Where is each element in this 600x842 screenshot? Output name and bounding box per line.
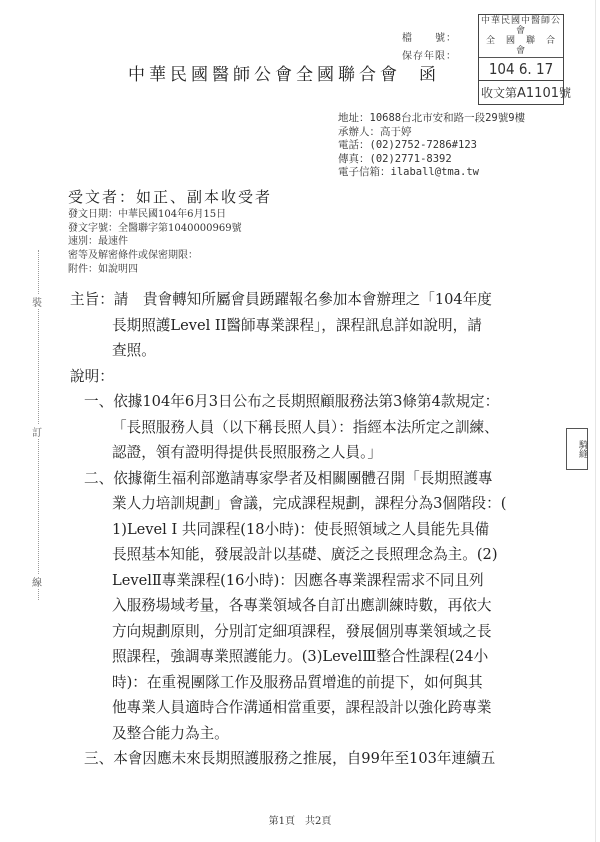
item-line: 認證，領有證明得提供長照服務之人員。」 [112, 444, 382, 461]
stamp-received-number: A1101 [517, 86, 559, 101]
binding-char-zhuang: 裝 [32, 294, 42, 309]
document-number: 發文字號：全醫聯字第1040000969號 [68, 222, 242, 234]
stamp-org [479, 15, 567, 58]
retention-label: 保存年限： [402, 51, 457, 62]
item-line: 二、依據衛生福利部邀請專家學者及相關團體召開「長期照護專 [84, 469, 493, 487]
subject-line: 主旨：請 貴會轉知所屬會員踴躍報名參加本會辦理之「104年度 [70, 291, 492, 308]
stamp-received-prefix: 收文第 [481, 86, 518, 100]
contact-email: 電子信箱：ilaball@tma.tw [338, 166, 480, 178]
binding-char-xian: 線 [32, 574, 42, 589]
stamp-date: 104 6. 17 [479, 58, 563, 81]
explanation-label: 說明： [70, 367, 114, 385]
page-number: 第1頁 共2頁 [268, 816, 332, 827]
document-title [128, 60, 440, 85]
item-line: 一、依據104年6月3日公布之長期照顧服務法第3條第4款規定： [84, 393, 500, 410]
stamp-received-no [479, 81, 572, 104]
stamp-org-line1: 中華民國中醫師公會 [481, 16, 562, 36]
contact-address: 地址：10688台北市安和路一段29號9樓 [338, 112, 526, 124]
stamp-org-line2: 全 國 聯 合 會 [485, 36, 567, 56]
seam-seal: 騎縫 [566, 428, 588, 470]
item-line: 業人力培訓規劃」會議，完成課程規劃，課程分為3個階段：( [112, 495, 507, 512]
received-stamp [478, 14, 572, 105]
contact-block [338, 112, 525, 180]
explanation-item-1 [70, 389, 550, 466]
document-body [70, 287, 550, 772]
item-line: 入服務場域考量，各專業領域各自訂出應訓練時數，再依大 [112, 597, 492, 614]
attachment: 附件：如說明四 [68, 263, 138, 275]
subject-line: 長期照護Level II醫師專業課程」，課程訊息詳如說明，請 [112, 316, 482, 334]
secrecy: 密等及解密條件或保密期限： [68, 250, 198, 262]
item-line: 1)Level I 共同課程(18小時)：使長照領域之人員能先具備 [112, 520, 490, 538]
explanation-item-3 [70, 746, 550, 772]
file-number-label: 檔 號： [402, 33, 457, 44]
contact-phone: 電話：(02)2752-7286#123 [338, 139, 477, 151]
item-line: LevelⅡ專業課程(16小時)：因應各專業課程需求不同且列 [112, 571, 484, 589]
item-line: 及整合能力為主。 [112, 724, 229, 742]
subject [70, 287, 550, 364]
binding-char-ding: 訂 [32, 424, 42, 439]
item-line: 三、本會因應未來長期照護服務之推展，自99年至103年連續五 [84, 750, 496, 767]
item-line: 方向規劃原則，分別訂定細項課程，發展個別專業領域之長 [112, 622, 492, 640]
contact-fax: 傳真：(02)2771-8392 [338, 152, 452, 165]
doc-type: 函 [419, 65, 440, 85]
page-edge [595, 0, 596, 842]
document-meta [68, 208, 242, 277]
contact-handler: 承辦人：高于婷 [338, 125, 412, 138]
recipient: 受文者：如正、副本收受者 [68, 188, 273, 206]
item-line: 「長照服務人員（以下稱長照人員）：指經本法所定之訓練、 [112, 418, 499, 436]
item-line: 照課程，強調專業照護能力。(3)LevelⅢ整合性課程(24小 [112, 648, 489, 665]
explanation-item-2 [70, 466, 550, 747]
issue-date: 發文日期：中華民國104年6月15日 [68, 209, 227, 220]
org-name: 中華民國醫師公會全國聯合會 [128, 65, 401, 85]
speed: 速別：最速件 [68, 236, 128, 248]
subject-line: 查照。 [112, 342, 156, 359]
stamp-received-suffix: 號 [559, 86, 572, 100]
item-line: 他專業人員適時合作溝通相當重要，課程設計以強化跨專業 [112, 699, 492, 716]
item-line: 時)：在重視團隊工作及服務品質增進的前提下，如何與其 [112, 673, 483, 691]
item-line: 長照基本知能，發展設計以基礎、廣泛之長照理念為主。(2) [112, 546, 498, 563]
